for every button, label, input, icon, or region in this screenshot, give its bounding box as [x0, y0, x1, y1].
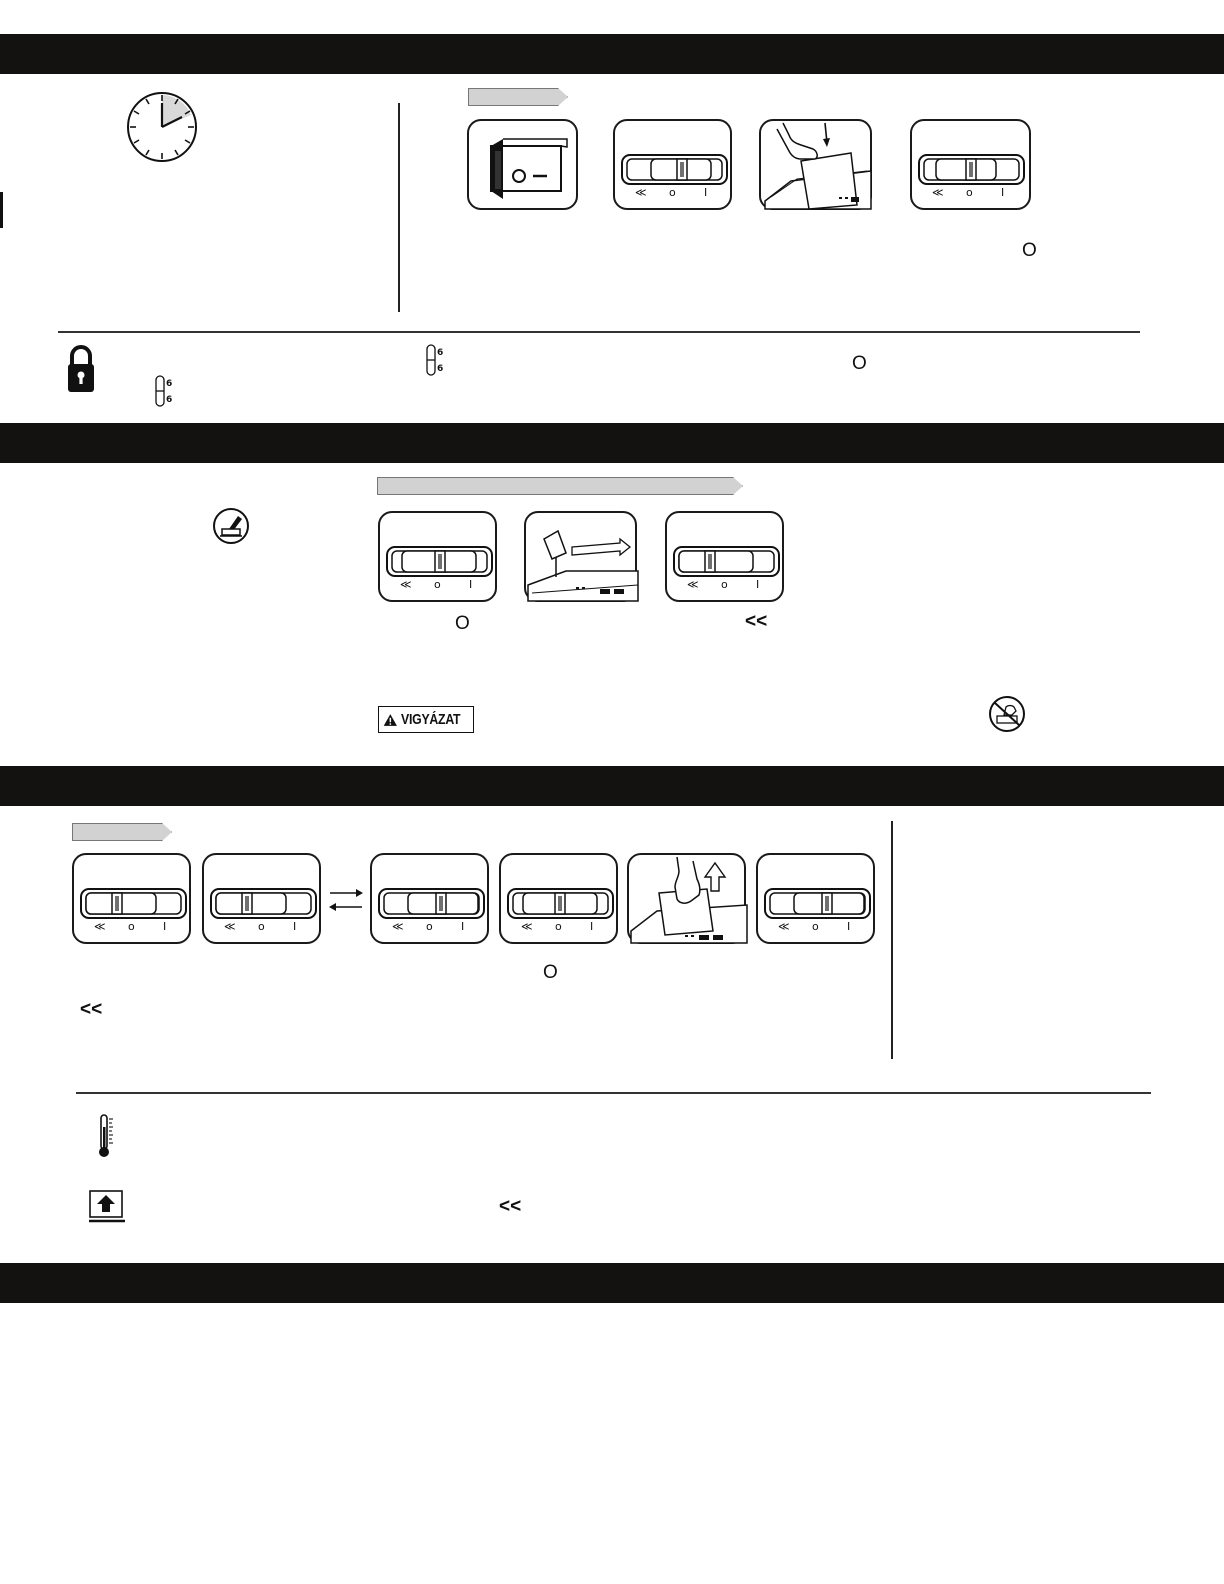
slide-switch-illustration [380, 513, 499, 604]
hand-inserting-paper-illustration [761, 121, 874, 212]
section-header-band-2 [0, 423, 1224, 463]
section-header-band-4 [0, 1263, 1224, 1303]
oil-feed-panel [524, 511, 637, 602]
svg-text:I: I [590, 920, 594, 933]
insert-paper-panel [759, 119, 872, 210]
reverse-symbol: << [80, 999, 103, 1020]
svg-text:I: I [704, 186, 708, 199]
section-header-band-1 [0, 34, 1224, 74]
svg-text:o: o [128, 920, 135, 933]
svg-text:o: o [258, 920, 265, 933]
slide-switch-illustration [758, 855, 877, 946]
svg-text:6: 6 [437, 348, 444, 358]
oil-bottle-icon [212, 507, 250, 545]
section-header-band-3 [0, 766, 1224, 806]
svg-text:≪: ≪ [521, 920, 533, 933]
svg-text:≪: ≪ [94, 920, 106, 933]
svg-text:I: I [756, 578, 760, 591]
svg-text:≪: ≪ [932, 186, 944, 199]
slide-switch-illustration [615, 121, 734, 212]
power-switch-panel [467, 119, 578, 210]
svg-text:I: I [1001, 186, 1005, 199]
slide-switch-panel [499, 853, 618, 944]
slide-lock-icon [425, 344, 447, 377]
svg-text:I: I [163, 920, 167, 933]
off-symbol: O [543, 962, 558, 983]
svg-text:I: I [847, 920, 851, 933]
slide-switch-panel [665, 511, 784, 602]
slide-switch-illustration [204, 855, 323, 946]
slide-switch-panel [910, 119, 1031, 210]
slide-switch-illustration [74, 855, 193, 946]
off-symbol: O [1022, 240, 1037, 261]
svg-text:≪: ≪ [392, 920, 404, 933]
svg-text:o: o [721, 578, 728, 591]
svg-text:o: o [812, 920, 819, 933]
step-arrow-tab [377, 477, 743, 495]
step-arrow-tab [72, 823, 172, 841]
svg-text:6: 6 [166, 379, 173, 389]
svg-text:≪: ≪ [224, 920, 236, 933]
oil-along-feed-illustration [526, 513, 639, 604]
svg-text:≪: ≪ [400, 578, 412, 591]
slide-switch-panel [756, 853, 875, 944]
padlock-icon [66, 344, 96, 394]
rocker-power-switch-icon [469, 121, 580, 212]
svg-text:6: 6 [437, 364, 444, 374]
column-divider [891, 821, 893, 1059]
slide-switch-panel [72, 853, 191, 944]
hand-removing-paper-illustration [629, 855, 748, 946]
svg-text:≪: ≪ [635, 186, 647, 199]
thermometer-icon [96, 1113, 118, 1159]
edge-marker [0, 192, 3, 228]
svg-text:≪: ≪ [778, 920, 790, 933]
svg-text:6: 6 [166, 395, 173, 405]
off-symbol: O [455, 613, 470, 634]
svg-text:o: o [434, 578, 441, 591]
step-arrow-tab [468, 88, 568, 106]
svg-text:o: o [426, 920, 433, 933]
clock-icon [124, 89, 200, 165]
warning-label: VIGYÁZAT [400, 711, 460, 728]
slide-switch-illustration [501, 855, 620, 946]
reverse-symbol: << [499, 1196, 522, 1217]
slide-switch-illustration [372, 855, 491, 946]
slide-switch-illustration [912, 121, 1031, 212]
svg-text:o: o [966, 186, 973, 199]
svg-text:I: I [461, 920, 465, 933]
slide-switch-panel [613, 119, 732, 210]
no-hands-icon [988, 695, 1026, 733]
slide-switch-illustration [667, 513, 786, 604]
paper-eject-icon [87, 1189, 127, 1226]
remove-paper-panel [627, 853, 746, 944]
svg-text:o: o [555, 920, 562, 933]
svg-text:I: I [469, 578, 473, 591]
column-divider [398, 103, 400, 312]
svg-text:≪: ≪ [687, 578, 699, 591]
slide-lock-icon [154, 375, 176, 408]
warning-badge [378, 706, 474, 733]
svg-text:o: o [669, 186, 676, 199]
slide-switch-panel [202, 853, 321, 944]
divider-line [58, 331, 1140, 333]
off-symbol: O [852, 353, 867, 374]
divider-line [76, 1092, 1151, 1094]
svg-text:I: I [293, 920, 297, 933]
back-and-forth-arrows-icon [328, 885, 364, 915]
reverse-symbol: << [745, 611, 768, 632]
slide-switch-panel [370, 853, 489, 944]
warning-triangle-icon [383, 711, 398, 729]
slide-switch-panel [378, 511, 497, 602]
